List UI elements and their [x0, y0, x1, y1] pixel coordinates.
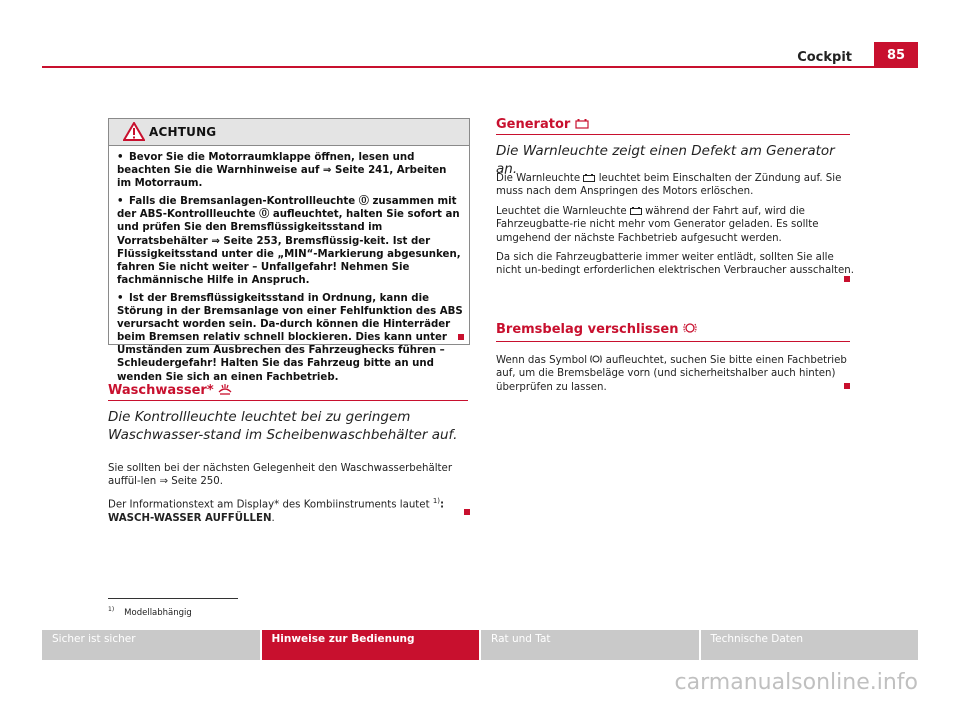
watermark: carmanualsonline.info: [674, 670, 918, 695]
warning-item: • Falls die Bremsanlagen-Kontrollleuchte ⓪ zusammen mit der ABS-Kontrollleuchte ⓪ aufleuchtet, halten Sie sofort an und prüfen Sie den Bremsflüssigkeitsstand im Vorratsbehälter ⇒ Seite 253, Bremsflüssig-keit. Ist der Flüssigkeitsstand unter die „MIN“-Markierung abgesunken, fahren Sie nicht weiter – Unfallgefahr! Nehmen Sie fachmännische Hilfe in Anspruch.: [117, 196, 461, 286]
generator-heading: Generator: [496, 117, 589, 132]
footnote: $^{1)}$ Modellabhängig: [108, 606, 192, 618]
warning-item: • Ist der Bremsflüssigkeitsstand in Ordnung, kann die Störung in der Bremsanlage von einer Fehlfunktion des ABS verursacht worden sein. Da-durch können die Hinterräder beim Bremsen relativ schnell blockieren. Dies kann unter Umständen zum Ausbrechen des Fahrzeughecks führen – Schleudergefahr! Halten Sie das Fahrzeug bitte an und wenden Sie sich an einen Fachbetrieb.: [117, 292, 463, 383]
brake-pad-icon: [590, 354, 602, 364]
tab-rat-und-tat[interactable]: Rat und Tat: [481, 630, 699, 660]
warning-item: • Bevor Sie die Motorraumklappe öffnen, lesen und beachten Sie die Warnhinweise auf ⇒ Seite 241, Arbeiten im Motorraum.: [117, 152, 447, 190]
end-marker: [458, 334, 464, 340]
section-rule: [108, 400, 468, 401]
section-rule: [496, 341, 850, 342]
section-rule: [496, 134, 850, 135]
warning-title: ACHTUNG: [149, 125, 217, 139]
tab-hinweise-zur-bedienung[interactable]: Hinweise zur Bedienung: [262, 630, 480, 660]
waschwasser-lead: Die Kontrollleuchte leuchtet bei zu geringem Waschwasser-stand im Scheibenwaschbehälter auf.: [108, 409, 458, 443]
bremsbelag-text: Wenn das Symbol aufleuchtet, suchen Sie bitte einen Fachbetrieb auf, um die Bremsbeläge vorn (und sicherheitshalber auch hinten) überprüfen zu lassen.: [496, 355, 847, 393]
footnote-ref: 1): [432, 496, 441, 505]
section-title: Cockpit: [797, 50, 852, 65]
footnote-rule: [108, 598, 238, 599]
end-marker: [464, 509, 470, 515]
page-number: 85: [874, 42, 918, 68]
generator-text: Die Warnleuchte leuchtet beim Einschalten der Zündung auf. Sie muss nach dem Anspringen des Motors erlöschen. Leuchtet die Warnleuchte während der Fahrt auf, wird die Fahrzeugbatte-rie nicht mehr vom Generator geladen. Es sollte umgehend der nächste Fachbetrieb aufgesucht werden. Da sich die Fahrzeugbatterie immer weiter entlädt, sollten Sie alle nicht un-bedingt erforderlichen elektrischen Verbraucher ausschalten.: [496, 173, 854, 277]
generator-lead: Die Warnleuchte zeigt einen Defekt am Generator an.: [496, 143, 835, 177]
washer-fluid-icon: [218, 383, 232, 395]
warning-triangle-icon: [123, 122, 145, 141]
footer-tabs: [42, 630, 918, 660]
battery-icon: [583, 173, 595, 182]
header-rule: [42, 66, 918, 68]
end-marker: [844, 276, 850, 282]
brake-pad-icon: [683, 322, 697, 334]
battery-icon: [630, 206, 642, 215]
end-marker: [844, 383, 850, 389]
tab-technische-daten[interactable]: Technische Daten: [701, 630, 919, 660]
waschwasser-heading: Waschwasser*: [108, 383, 232, 398]
bremsbelag-heading: Bremsbelag verschlissen: [496, 322, 697, 337]
warning-header: [109, 119, 469, 146]
waschwasser-text: Sie sollten bei der nächsten Gelegenheit den Waschwasserbehälter auffül-len ⇒ Seite 250. Der Informationstext am Display* des Kombiinstruments lautet $^{1)}$: WASCH-WASSER AUFFÜLLEN.: [108, 463, 453, 524]
warning-box: [108, 118, 470, 383]
tab-sicher-ist-sicher[interactable]: Sicher ist sicher: [42, 630, 260, 660]
battery-icon: [575, 118, 589, 129]
warning-body: [109, 146, 469, 384]
